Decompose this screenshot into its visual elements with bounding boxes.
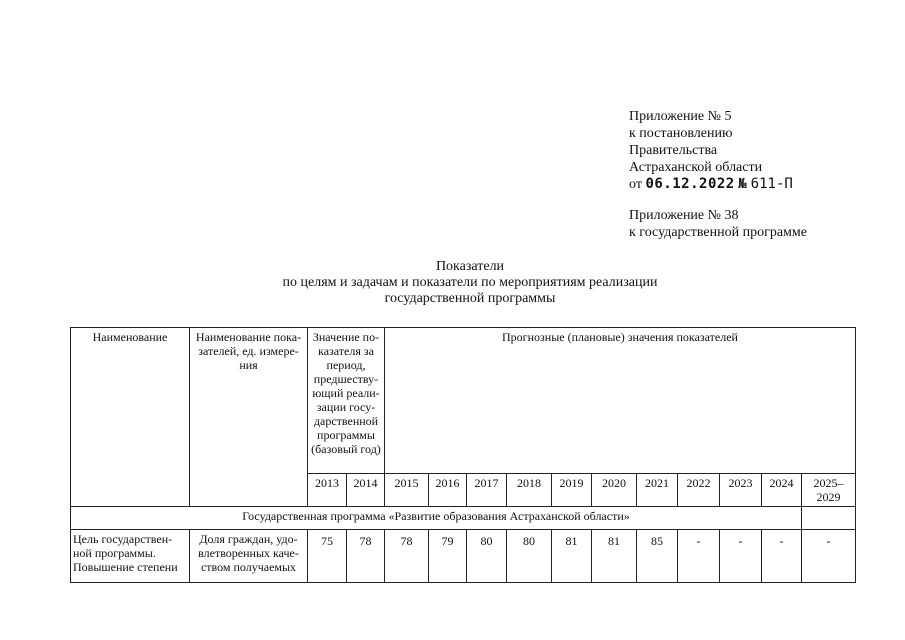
year-cell: 2022 — [678, 474, 720, 507]
appendix-38-block — [629, 207, 807, 241]
year-cell: 2016 — [429, 474, 467, 507]
year-cell: 2020 — [592, 474, 637, 507]
year-cell: 2017 — [467, 474, 507, 507]
value-cell: 85 — [637, 530, 678, 583]
appendix-5-block — [629, 108, 793, 193]
year-cell: 2014 — [347, 474, 385, 507]
appendix-38-title: Приложение № 38 — [629, 208, 739, 223]
value-cell: 80 — [507, 530, 552, 583]
appendix-5-line3: Правительства — [629, 143, 718, 158]
value-cell: - — [720, 530, 762, 583]
appendix-5-title: Приложение № 5 — [629, 109, 732, 124]
program-title-row: Государственная программа «Развитие образования Астраханской области» — [71, 507, 802, 530]
decree-number-sign: № — [738, 176, 748, 192]
value-cell: - — [802, 530, 856, 583]
value-cell: 78 — [385, 530, 429, 583]
title-line-1: Показатели — [435, 259, 505, 274]
decree-number: 611-П — [750, 176, 793, 192]
value-cell: - — [678, 530, 720, 583]
row-indicator: Доля граждан, удо-влетворенных каче-ством получаемых — [190, 530, 308, 583]
document-title — [240, 259, 700, 307]
header-base-value: Значение по-казателя за период, предшеству-ющий реали-зации госу-дарственной программы (базовый год) — [308, 328, 385, 474]
title-line-3: государственной программы — [384, 291, 556, 306]
year-cell: 2023 — [720, 474, 762, 507]
decree-date: 06.12.2022 — [645, 176, 735, 192]
value-cell: 80 — [467, 530, 507, 583]
year-cell: 2013 — [308, 474, 347, 507]
header-name: Наименование — [71, 328, 190, 507]
header-forecast: Прогнозные (плановые) значения показателей — [385, 328, 856, 474]
value-cell: 78 — [347, 530, 385, 583]
date-prefix: от — [629, 177, 642, 192]
appendix-5-line4: Астраханской области — [629, 160, 763, 175]
year-cell: 2018 — [507, 474, 552, 507]
year-cell: 2025–2029 — [802, 474, 856, 507]
appendix-5-line2: к постановлению — [629, 126, 733, 141]
appendix-38-line2: к государственной программе — [629, 225, 807, 240]
year-cell: 2024 — [762, 474, 802, 507]
year-cell: 2019 — [552, 474, 592, 507]
year-cell: 2021 — [637, 474, 678, 507]
value-cell: 79 — [429, 530, 467, 583]
row-name: Цель государствен-ной программы. Повышение степени — [71, 530, 190, 583]
value-cell: 75 — [308, 530, 347, 583]
value-cell: 81 — [592, 530, 637, 583]
year-cell: 2015 — [385, 474, 429, 507]
header-indicator: Наименование пока-зателей, ед. измере-ния — [190, 328, 308, 507]
decree-date-line — [629, 176, 793, 193]
title-line-2: по целям и задачам и показатели по мероприятиям реализации — [282, 275, 658, 290]
indicators-table — [70, 327, 856, 583]
value-cell: 81 — [552, 530, 592, 583]
program-row-empty-cell — [802, 507, 856, 530]
value-cell: - — [762, 530, 802, 583]
